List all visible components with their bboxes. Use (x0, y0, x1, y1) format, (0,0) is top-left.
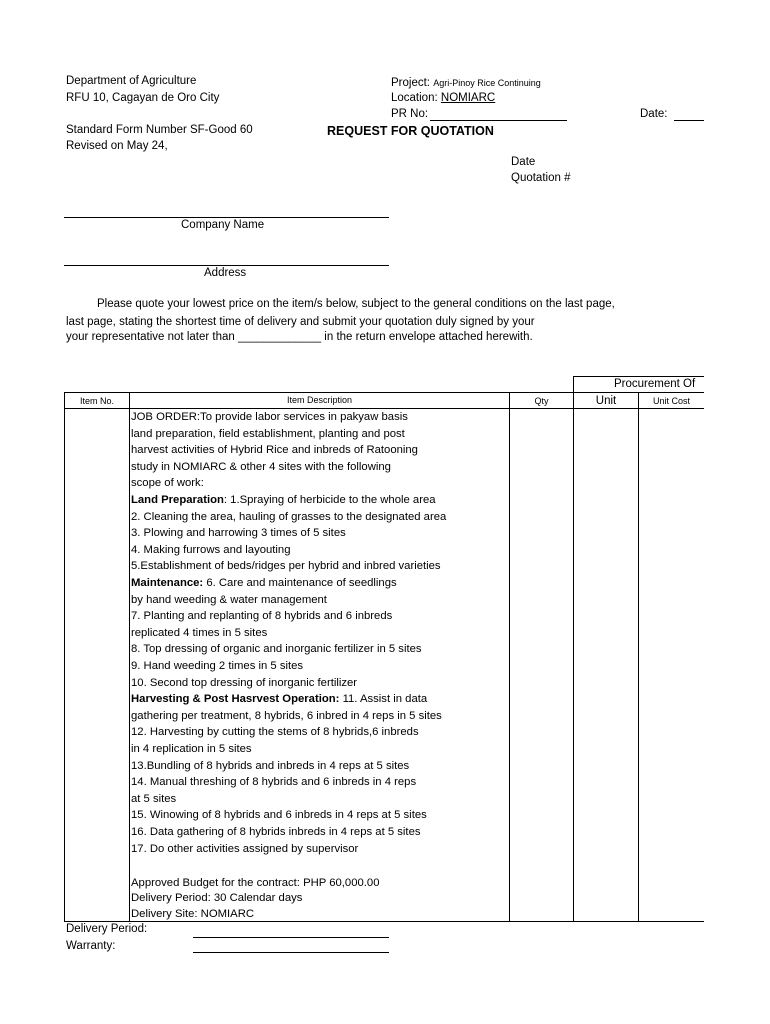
delivery-site-detail: Delivery Site: NOMIARC (131, 908, 255, 920)
description-line (131, 461, 391, 473)
description-line (131, 527, 346, 539)
description-text: in 4 replication in 5 sites (131, 743, 252, 755)
pr-no-line (430, 120, 567, 121)
quotation-number: Quotation # (511, 172, 571, 184)
col-border-desc (509, 392, 510, 921)
instruction-line-3: your representative not later than _____________ in the return envelope attached herewith. (66, 331, 533, 343)
col-header-description: Item Description (286, 395, 353, 405)
description-text: 11. Assist in data (339, 693, 428, 706)
description-text: 12. Harvesting by cutting the stems of 8 hybrids,6 inbreds (131, 726, 419, 739)
rfu-address: RFU 10, Cagayan de Oro City (66, 92, 220, 104)
date-label: Date: (640, 108, 668, 120)
description-bold-heading: Maintenance: (131, 577, 204, 589)
procurement-top-line (573, 376, 704, 377)
description-text: 8. Top dressing of organic and inorganic fertilizer in 5 sites (131, 643, 422, 656)
description-line (131, 428, 405, 440)
col-border-left (64, 392, 65, 921)
col-header-unit: Unit (595, 395, 617, 407)
table-header-border (64, 408, 704, 409)
col-header-item-no: Item No. (79, 396, 114, 406)
description-text: 13.Bundling of 8 hybrids and inbreds in 4 reps at 5 sites (131, 759, 410, 772)
description-line (131, 594, 327, 606)
description-line (131, 643, 422, 655)
col-header-qty: Qty (534, 396, 549, 406)
project-value: Agri-Pinoy Rice Continuing (433, 78, 541, 88)
description-line (131, 444, 418, 456)
description-line (131, 627, 267, 639)
description-text: gathering per treatment, 8 hybrids, 6 inbred in 4 reps in 5 sites (131, 709, 442, 722)
description-line (131, 494, 436, 506)
revised-date: Revised on May 24, (66, 140, 168, 152)
description-text: 4. Making furrows and layouting (131, 543, 291, 556)
procurement-header: Procurement Of (614, 378, 696, 390)
description-text: 5.Establishment of beds/ridges per hybrid and inbred varieties (131, 560, 441, 573)
description-text: 15. Winowing of 8 hybrids and 6 inbreds in 4 reps at 5 sites (131, 809, 427, 822)
description-line (131, 560, 441, 572)
description-line (131, 693, 427, 705)
form-title: REQUEST FOR QUOTATION (327, 124, 494, 138)
description-text: 9. Hand weeding 2 times in 5 sites (131, 660, 304, 672)
description-text: at 5 sites (131, 792, 177, 805)
description-text: 17. Do other activities assigned by supervisor (131, 842, 359, 855)
project-field (391, 77, 541, 89)
description-text: 3. Plowing and harrowing 3 times of 5 sites (131, 527, 346, 540)
description-text: 7. Planting and replanting of 8 hybrids and 6 inbreds (131, 610, 393, 623)
address-label: Address (204, 267, 247, 279)
warranty-label: Warranty: (66, 940, 116, 952)
delivery-period-line (193, 937, 389, 938)
description-line (131, 809, 427, 821)
col-border-unit (638, 392, 639, 921)
description-bold-heading: Harvesting & Post Hasrvest Operation: (131, 693, 340, 706)
description-line (131, 776, 416, 788)
description-bold-heading: Land Preparation (131, 494, 224, 506)
description-line (131, 577, 397, 589)
description-text: scope of work: (131, 477, 204, 490)
description-text: study in NOMIARC & other 4 sites with the following (131, 460, 391, 473)
location-value: NOMIARC (440, 92, 496, 104)
col-border-item (129, 392, 130, 921)
table-bottom-border (64, 921, 704, 922)
description-line (131, 660, 303, 672)
description-line (131, 544, 291, 556)
description-text: JOB ORDER:To provide labor services in pakyaw basis (131, 411, 408, 423)
delivery-period-detail: Delivery Period: 30 Calendar days (131, 892, 303, 904)
project-label: Project: (391, 77, 430, 89)
form-number: Standard Form Number SF-Good 60 (66, 124, 253, 136)
description-line (131, 843, 358, 855)
date-field: Date (511, 156, 536, 168)
description-text: 6. Care and maintenance of seedlings (203, 577, 397, 589)
description-text: 14. Manual threshing of 8 hybrids and 6 inbreds in 4 reps (131, 776, 417, 789)
company-name-line (64, 217, 389, 218)
description-line (131, 511, 446, 523)
location-label: Location: (391, 92, 438, 104)
description-line (131, 677, 357, 689)
description-text: land preparation, field establishment, planting and post (131, 427, 405, 440)
description-line (131, 760, 409, 772)
description-line (131, 411, 408, 423)
company-name-label: Company Name (181, 219, 265, 231)
approved-budget: Approved Budget for the contract: PHP 60,000.00 (131, 877, 380, 889)
description-line (131, 710, 442, 722)
instruction-line-1: Please quote your lowest price on the item/s below, subject to the general conditions on the last page, (97, 298, 615, 310)
warranty-line (193, 952, 389, 953)
delivery-period-label: Delivery Period: (66, 923, 148, 935)
date-line (674, 120, 704, 121)
department-name: Department of Agriculture (66, 75, 197, 87)
table-top-border (64, 392, 704, 393)
description-text: 2. Cleaning the area, hauling of grasses to the designated area (131, 510, 447, 523)
pr-no-label: PR No: (391, 108, 429, 120)
col-border-qty (573, 376, 574, 921)
description-line (131, 477, 204, 489)
description-line (131, 743, 252, 755)
instruction-line-2: last page, stating the shortest time of delivery and submit your quotation duly signed by your (66, 316, 535, 328)
col-header-unit-cost: Unit Cost (652, 396, 690, 406)
location-field (391, 92, 495, 104)
description-text: 10. Second top dressing of inorganic fertilizer (131, 676, 358, 689)
description-line (131, 793, 176, 805)
description-text: : 1.Spraying of herbicide to the whole area (223, 494, 436, 506)
description-line (131, 826, 421, 838)
description-line (131, 610, 392, 622)
address-line (64, 265, 389, 266)
description-text: 16. Data gathering of 8 hybrids inbreds in 4 reps at 5 sites (131, 826, 421, 838)
description-text: harvest activities of Hybrid Rice and inbreds of Ratooning (131, 444, 418, 457)
description-text: replicated 4 times in 5 sites (131, 626, 268, 639)
description-line (131, 726, 419, 738)
description-text: by hand weeding & water management (131, 593, 327, 606)
